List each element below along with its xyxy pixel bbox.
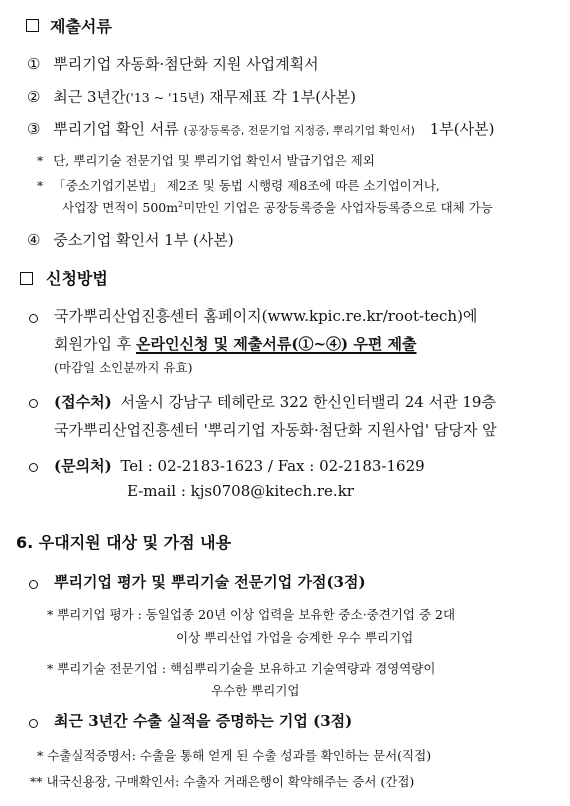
doc-item-years: ('13 ~ '15년) — [125, 90, 205, 105]
apply-line-1: 국가뿌리산업진흥센터 홈페이지(www.kpic.re.kr/root-tech)에 — [54, 307, 478, 325]
bonus-item-2-sub-1: * 수출실적증명서: 수출을 통해 얻게 된 수출 성과를 확인하는 문서(직접) — [37, 748, 432, 763]
bonus-item-1-sub-1b: 이상 뿌리산업 가업을 승계한 우수 뿌리기업 — [176, 630, 414, 645]
doc-note-2 — [37, 176, 440, 194]
note-text: 「중소기업기본법」 제2조 및 동법 시행령 제8조에 따른 소기업이거나, — [53, 178, 440, 193]
apply-contact-line-1 — [54, 455, 425, 476]
doc-item-num: ① — [27, 55, 41, 73]
doc-item-text: 중소기업 확인서 1부 (사본) — [53, 231, 234, 249]
section-title-apply: 신청방법 — [46, 269, 108, 288]
doc-note-1 — [37, 151, 375, 169]
doc-item-tail: 1부(사본) — [429, 120, 495, 138]
bullet-circle — [29, 719, 38, 728]
doc-item-tail: 재무제표 각 1부(사본) — [209, 88, 356, 106]
doc-item-detail: (공장등록증, 전문기업 지정증, 뿌리기업 확인서) — [183, 124, 415, 137]
doc-item-text: 뿌리기업 자동화·첨단화 지원 사업계획서 — [53, 55, 319, 73]
bonus-item-1-sub-1a: * 뿌리기업 평가 : 동일업종 20년 이상 업력을 보유한 중소·중견기업 중 2대 — [47, 607, 456, 622]
doc-item-2 — [27, 86, 356, 107]
contact-phone: Tel : 02-2183-1623 / Fax : 02-2183-1629 — [120, 457, 425, 475]
bonus-item-2-title: 최근 3년간 수출 실적을 증명하는 기업 (3점) — [54, 712, 353, 730]
note-text: 단, 뿌리기술 전문기업 및 뿌리기업 확인서 발급기업은 제외 — [53, 153, 375, 168]
bullet-circle — [29, 463, 38, 472]
doc-note-3 — [62, 198, 493, 216]
apply-contact-line-2: E-mail : kjs0708@kitech.re.kr — [127, 482, 354, 500]
bonus-item-2-sub-2: ** 내국신용장, 구매확인서: 수출자 거래은행이 확약해주는 증서 (간접) — [30, 774, 415, 789]
doc-item-text: 뿌리기업 확인 서류 — [53, 120, 179, 138]
apply-deadline-note: (마감일 소인분까지 유효) — [54, 360, 193, 375]
note-sup: 2 — [178, 199, 184, 209]
section-checkbox-docs — [26, 19, 39, 32]
apply-receipt-line-1 — [54, 391, 496, 412]
doc-item-3 — [27, 118, 494, 139]
bonus-item-1-sub-2a: * 뿌리기술 전문기업 : 핵심뿌리기술을 보유하고 기술역량과 경영역량이 — [47, 661, 436, 676]
note-text-b: 미만인 기업은 공장등록증을 사업자등록증으로 대체 가능 — [183, 200, 493, 215]
receipt-label: (접수처) — [54, 393, 112, 411]
doc-item-4 — [27, 229, 234, 250]
apply-line-2 — [54, 333, 417, 354]
doc-item-num: ② — [27, 88, 41, 106]
bonus-item-1-title: 뿌리기업 평가 및 뿌리기술 전문기업 가점(3점) — [54, 573, 366, 591]
bullet-circle — [29, 580, 38, 589]
bonus-item-1-sub-2b: 우수한 뿌리기업 — [211, 683, 300, 698]
doc-item-1 — [27, 53, 319, 74]
doc-item-text: 최근 3년간 — [53, 88, 126, 106]
section-title-bonus: 6. 우대지원 대상 및 가점 내용 — [16, 533, 232, 552]
doc-item-num: ③ — [27, 120, 41, 138]
doc-item-num: ④ — [27, 231, 41, 249]
apply-line-2-bold: 온라인신청 및 제출서류(①~④) 우편 제출 — [136, 335, 417, 353]
section-checkbox-apply — [20, 272, 33, 285]
section-title-docs: 제출서류 — [50, 17, 112, 36]
apply-receipt-line-2: 국가뿌리산업진흥센터 '뿌리기업 자동화·첨단화 지원사업' 담당자 앞 — [54, 421, 497, 439]
bullet-circle — [29, 314, 38, 323]
bullet-circle — [29, 399, 38, 408]
contact-label: (문의처) — [54, 457, 112, 475]
note-text-a: 사업장 면적이 500m — [62, 200, 179, 215]
receipt-address: 서울시 강남구 테헤란로 322 한신인터밸리 24 서관 19층 — [120, 393, 496, 411]
note-mark: * — [37, 153, 44, 168]
apply-line-2-pre: 회원가입 후 — [54, 335, 136, 353]
note-mark: * — [37, 178, 44, 193]
